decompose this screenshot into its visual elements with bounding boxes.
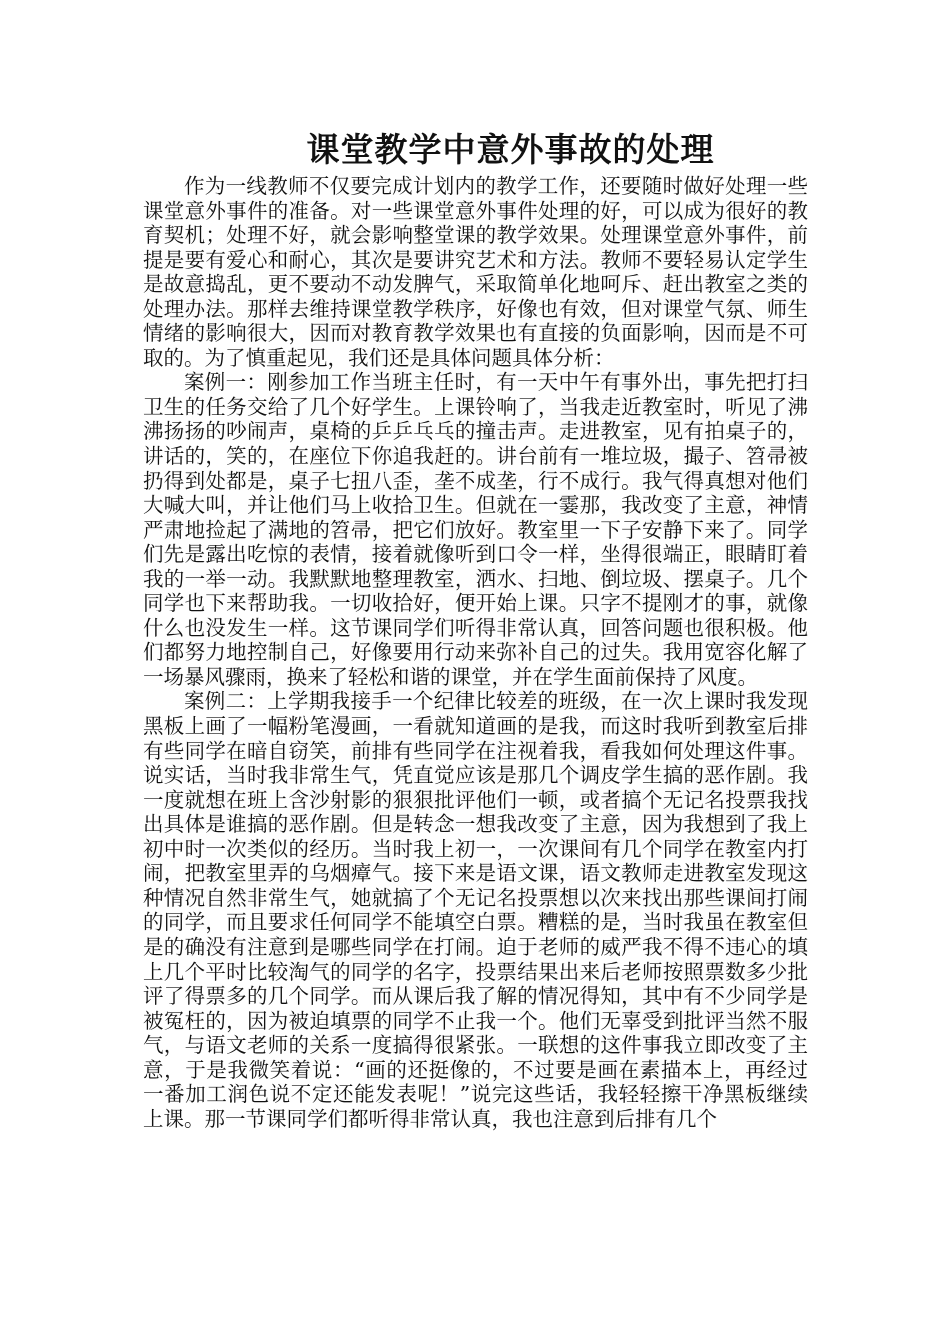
paragraph-case-one: 案例一：刚参加工作当班主任时，有一天中午有事外出，事先把打扫卫生的任务交给了几个好学生。上课铃响了，当我走近教室时，听见了沸沸扬扬的吵闹声，桌椅的乒乒乓乓的撞击声。走进教室，见有拍桌子的，讲话的，笑的，在座位下你追我赶的。讲台前有一堆垃圾，撮子、笤帚被扔得到处都是，桌子七扭八歪，垄不成垄，行不成行。我气得真想对他们大喊大叫，并让他们马上收拾卫生。但就在一霎那，我改变了主意，神情严肃地捡起了满地的笤帚，把它们放好。教室里一下子安静下来了。同学们先是露出吃惊的表情，接着就像听到口令一样，坐得很端正，眼睛盯着我的一举一动。我默默地整理教室，洒水、扫地、倒垃圾、摆桌子。几个同学也下来帮助我。一切收拾好，便开始上课。只字不提刚才的事，就像什么也没发生一样。这节课同学们听得非常认真，回答问题也很积极。他们都努力地控制自己，好像要用行动来弥补自己的过失。我用宽容化解了一场暴风骤雨，换来了轻松和谐的课堂，并在学生面前保持了风度。 bbox=[143, 370, 808, 689]
paragraph-intro: 作为一线教师不仅要完成计划内的教学工作，还要随时做好处理一些课堂意外事件的准备。对一些课堂意外事件处理的好，可以成为很好的教育契机；处理不好，就会影响整堂课的教学效果。处理课堂意外事件，前提是要有爱心和耐心，其次是要讲究艺术和方法。教师不要轻易认定学生是故意捣乱，更不要动不动发脾气，采取简单化地呵斥、赶出教室之类的处理办法。那样去维持课堂教学秩序，好像也有效，但对课堂气氛、师生情绪的影响很大，因而对教育教学效果也有直接的负面影响，因而是不可取的。为了慎重起见，我们还是具体问题具体分析： bbox=[143, 174, 808, 370]
document-page bbox=[143, 128, 808, 1131]
document-title: 课堂教学中意外事故的处理 bbox=[306, 130, 715, 169]
paragraph-case-two: 案例二：上学期我接手一个纪律比较差的班级，在一次上课时我发现黑板上画了一幅粉笔漫画，一看就知道画的是我，而这时我听到教室后排有些同学在暗自窃笑，前排有些同学在注视着我，看我如何处理这件事。说实话，当时我非常生气，凭直觉应该是那几个调皮学生搞的恶作剧。我一度就想在班上含沙射影的狠狠批评他们一顿，或者搞个无记名投票我找出具体是谁搞的恶作剧。但是转念一想我改变了主意，因为我想到了我上初中时一次类似的经历。当时我上初一，一次课间有几个同学在教室内打闹，把教室里弄的乌烟瘴气。接下来是语文课，语文教师走进教室发现这种情况自然非常生气，她就搞了个无记名投票想以次来找出那些课间打闹的同学，而且要求任何同学不能填空白票。糟糕的是，当时我虽在教室但是的确没有注意到是哪些同学在打闹。迫于老师的威严我不得不违心的填上几个平时比较淘气的同学的名字，投票结果出来后老师按照票数多少批评了得票多的几个同学。而从课后我了解的情况得知，其中有不少同学是被冤枉的，因为被迫填票的同学不止我一个。他们无辜受到批评当然不服气，与语文老师的关系一度搞得很紧张。一联想的这件事我立即改变了主意，于是我微笑着说：“画的还挺像的，不过要是画在素描本上，再经过一番加工润色说不定还能发表呢！”说完这些话，我轻轻擦干净黑板继续上课。那一节课同学们都听得非常认真，我也注意到后排有几个 bbox=[143, 689, 808, 1131]
